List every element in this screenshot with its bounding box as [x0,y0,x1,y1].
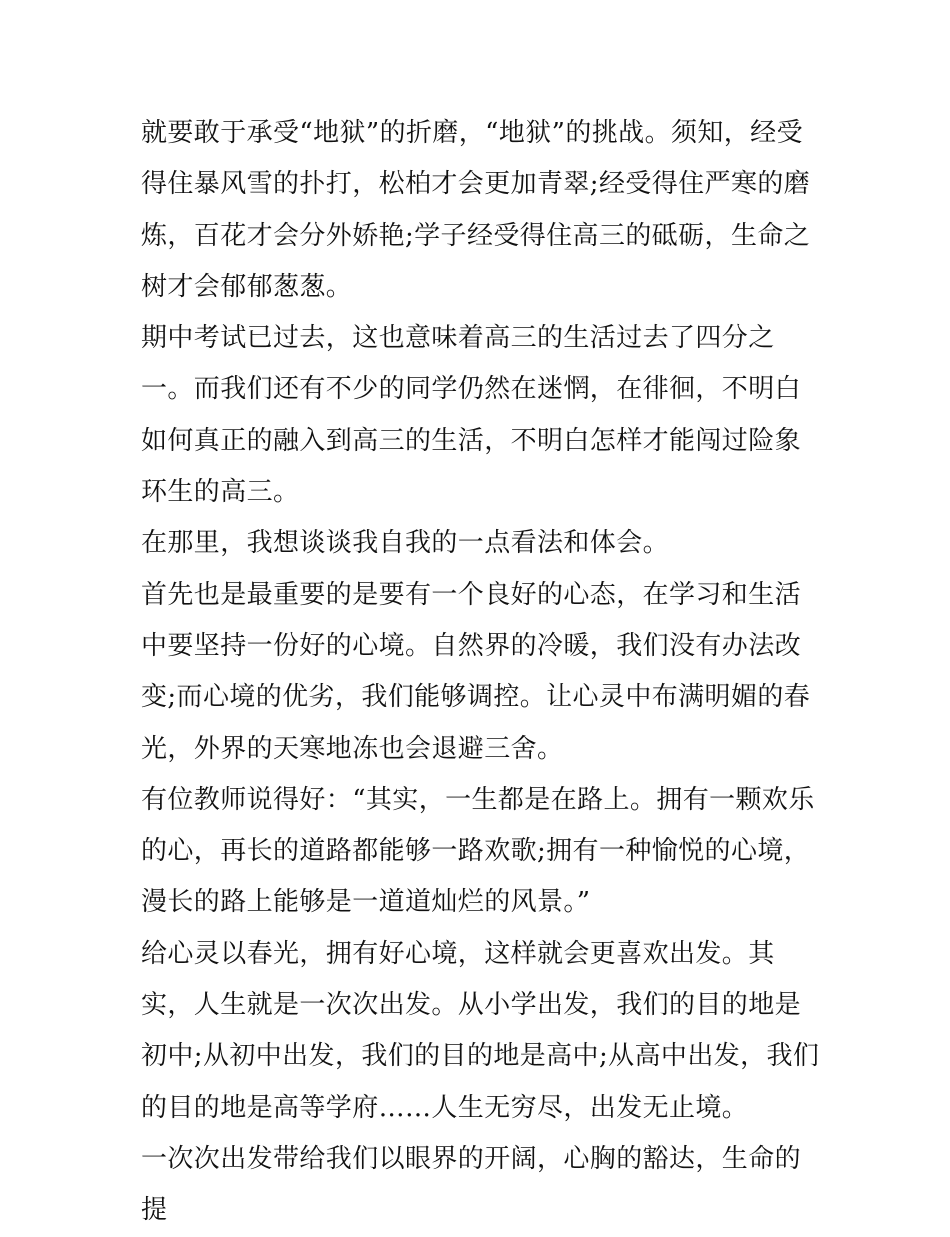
document-body [141,108,821,1237]
paragraph: 就要敢于承受“地狱”的折磨，“地狱”的挑战。须知，经受得住暴风雪的扑打，松柏才会更加青翠;经受得住严寒的磨炼，百花才会分外娇艳;学子经受得住高三的砥砺，生命之树才会郁郁葱葱。 [141,118,811,302]
paragraph: 给心灵以春光，拥有好心境，这样就会更喜欢出发。其实，人生就是一次次出发。从小学出发，我们的目的地是初中;从初中出发，我们的目的地是高中;从高中出发，我们的目的地是高等学府……人生无穷尽，出发无止境。 [141,938,820,1123]
paragraph: 在那里，我想谈谈我自我的一点看法和体会。 [141,528,670,559]
paragraph: 期中考试已过去，这也意味着高三的生活过去了四分之一。而我们还有不少的同学仍然在迷惘，在徘徊，不明白如何真正的融入到高三的生活，不明白怎样才能闯过险象环生的高三。 [141,323,802,508]
paragraph: 有位教师说得好：“其实，一生都是在路上。拥有一颗欢乐的心，再长的道路都能够一路欢歌;拥有一种愉悦的心境，漫长的路上能够是一道道灿烂的风景。” [141,784,815,918]
paragraph: 一次次出发带给我们以眼界的开阔，心胸的豁达，生命的提 [141,1143,802,1226]
paragraph: 首先也是最重要的是要有一个良好的心态，在学习和生活中要坚持一份好的心境。自然界的冷暖，我们没有办法改变;而心境的优劣，我们能够调控。让心灵中布满明媚的春光，外界的天寒地冻也会退避三舍。 [141,579,811,764]
